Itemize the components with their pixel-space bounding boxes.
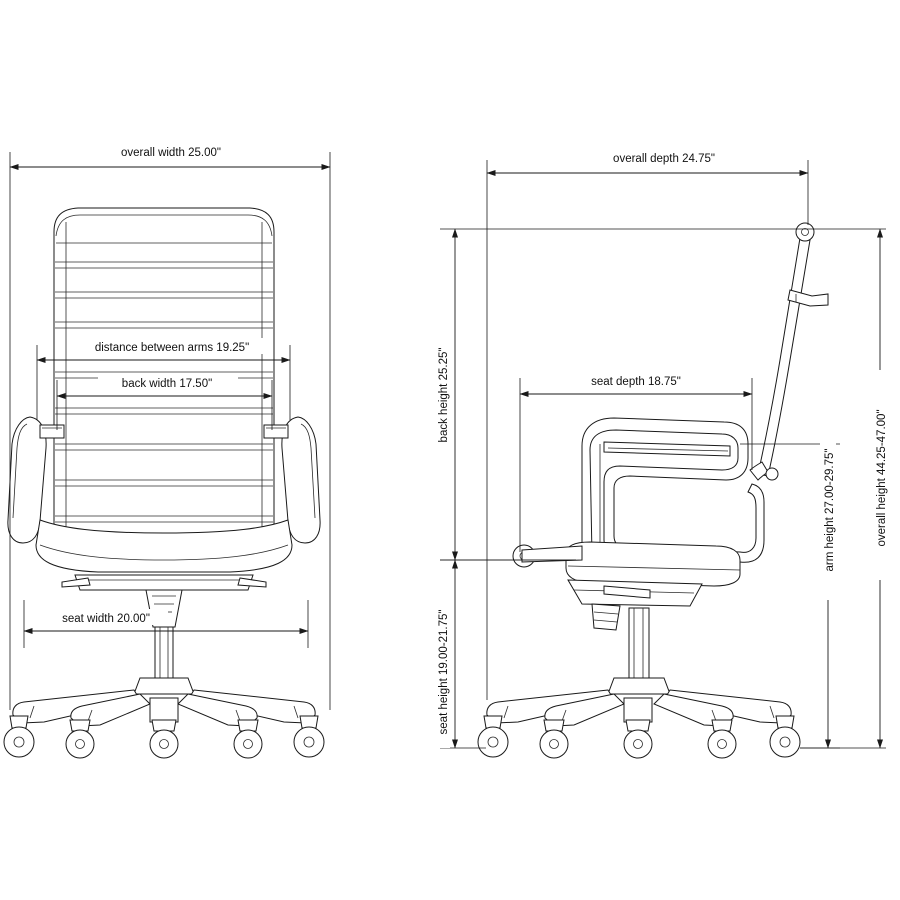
dim-overall-depth-label: overall depth 24.75" (613, 153, 715, 165)
side-casters (478, 716, 800, 758)
front-view-chair (4, 208, 324, 758)
dim-back-width-label: back width 17.50" (121, 378, 213, 390)
dim-seat-height-label: seat height 19.00-21.75" (438, 609, 450, 735)
dim-overall-width-label: overall width 25.00" (121, 147, 221, 159)
dim-distance-between-arms-label: distance between arms 19.25" (94, 342, 250, 354)
front-casters (4, 716, 324, 758)
dim-seat-width-label: seat width 20.00" (62, 613, 150, 625)
dim-overall-height-label: overall height 44.25-47.00" (876, 409, 888, 547)
dim-back-height-label: back height 25.25" (438, 347, 450, 443)
dim-seat-depth-label: seat depth 18.75" (591, 376, 681, 388)
dim-arm-height-label: arm height 27.00-29.75" (824, 448, 836, 572)
side-view-chair (478, 223, 828, 758)
